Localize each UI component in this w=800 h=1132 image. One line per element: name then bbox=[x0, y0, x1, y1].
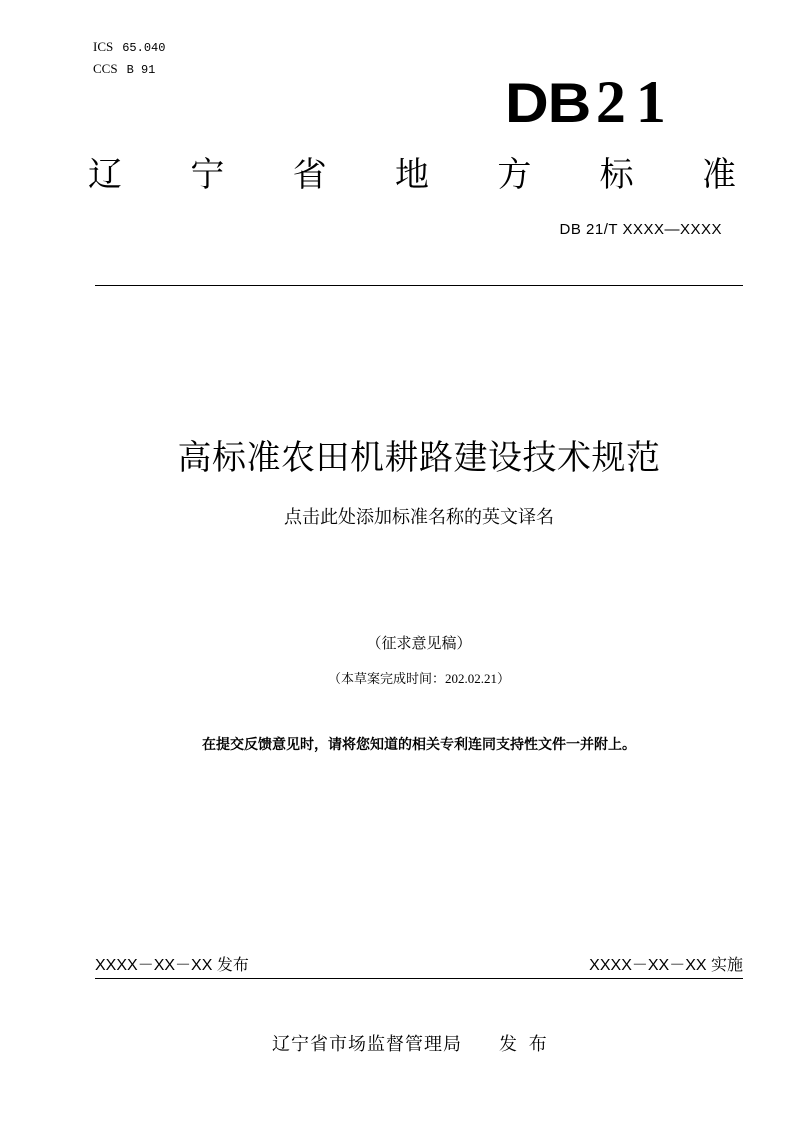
release-date: XXXX－XX－XX 发布 bbox=[95, 957, 249, 974]
patent-notice: 在提交反馈意见时，请将您知道的相关专利连同支持性文件一并附上。 bbox=[202, 737, 636, 753]
ics-label: ICS bbox=[93, 39, 114, 54]
draft-status: （征求意见稿） bbox=[366, 636, 472, 652]
db-mark-number: 21 bbox=[595, 69, 676, 135]
english-title-placeholder: 点击此处添加标准名称的英文译名 bbox=[284, 507, 554, 528]
header-divider bbox=[95, 285, 743, 286]
standard-type-char: 辽 bbox=[88, 155, 122, 195]
ccs-label: CCS bbox=[93, 61, 118, 76]
standard-type-heading bbox=[88, 155, 736, 195]
standard-type-char: 省 bbox=[292, 155, 327, 195]
ccs-code: B 91 bbox=[126, 63, 156, 77]
standard-type-char: 地 bbox=[394, 155, 429, 195]
standard-type-char: 准 bbox=[701, 155, 736, 195]
db-standard-mark bbox=[505, 69, 676, 135]
standard-type-char: 方 bbox=[497, 155, 532, 195]
footer-divider bbox=[95, 978, 743, 979]
db-mark-prefix: DB bbox=[505, 71, 591, 134]
implementation-date: XXXX－XX－XX 实施 bbox=[589, 957, 743, 974]
ccs-line bbox=[93, 62, 155, 76]
draft-completion-date: （本草案完成时间：202.02.21） bbox=[327, 671, 510, 686]
standard-title: 高标准农田机耕路建设技术规范 bbox=[177, 438, 661, 478]
ics-line bbox=[93, 40, 165, 54]
standard-type-char: 宁 bbox=[190, 155, 225, 195]
ics-code: 65.040 bbox=[122, 41, 166, 55]
issuing-authority: 辽宁省市场监督管理局 bbox=[272, 1034, 462, 1055]
issuing-action: 发 布 bbox=[499, 1034, 550, 1055]
standard-number: DB 21/T XXXX—XXXX bbox=[559, 221, 722, 238]
standard-type-char: 标 bbox=[599, 155, 634, 195]
